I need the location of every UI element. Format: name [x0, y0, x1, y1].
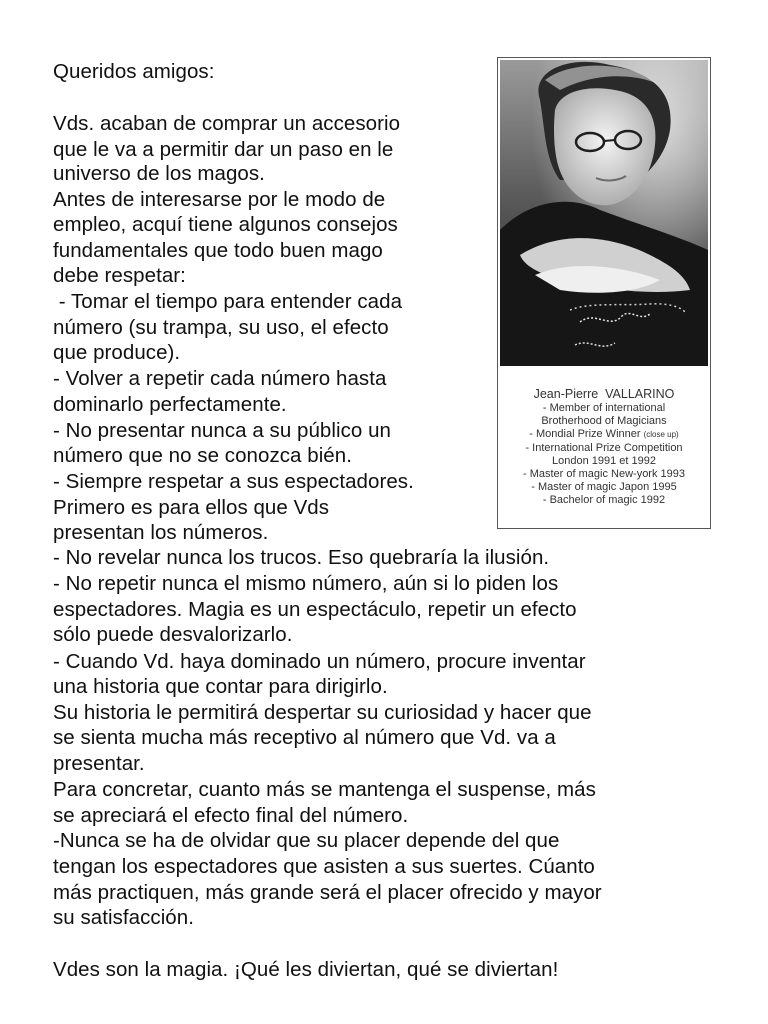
letter-line: - No repetir nunca el mismo número, aún si lo piden los [53, 572, 559, 595]
letter-line: número que no se conozca bién. [53, 444, 352, 467]
letter-line: que le va a permitir dar un paso en le [53, 138, 394, 161]
credential-note: (close up) [643, 430, 679, 440]
letter-line: dominarlo perfectamente. [53, 393, 287, 416]
letter-line: presentan los números. [53, 521, 269, 544]
letter-line: número (su trampa, su uso, el efecto [53, 316, 389, 339]
letter-line: presentar. [53, 752, 145, 775]
letter-line: Vds. acaban de comprar un accesorio [53, 112, 401, 135]
credential-line: - Master of magic New-york 1993 [523, 468, 685, 481]
profile-caption [498, 386, 710, 508]
letter-line: - No presentar nunca a su público un [53, 419, 391, 442]
credential-line: London 1991 et 1992 [552, 454, 656, 467]
letter-line: Su historia le permitirá despertar su curiosidad y hacer que [53, 701, 592, 724]
letter-line: se sienta mucha más receptivo al número que Vd. va a [53, 726, 556, 749]
letter-greeting: Queridos amigos: [53, 60, 215, 83]
letter-line: tengan los espectadores que asisten a sus suertes. Cúanto [53, 855, 595, 878]
credential-text: - Mondial Prize Winner [529, 428, 641, 441]
letter-line: - Siempre respetar a sus espectadores. [53, 470, 414, 493]
letter-line: una historia que contar para dirigirlo. [53, 675, 388, 698]
letter-line: - Volver a repetir cada número hasta [53, 367, 387, 390]
letter-line: -Nunca se ha de olvidar que su placer depende del que [53, 829, 560, 852]
letter-line: Para concretar, cuanto más se mantenga el suspense, más [53, 778, 596, 801]
credential-line: - Bachelor of magic 1992 [542, 494, 666, 507]
letter-line: debe respetar: [53, 264, 186, 287]
magician-name: Jean-Pierre VALLARINO [533, 387, 675, 401]
letter-line: - No revelar nunca los trucos. Eso quebraría la ilusión. [53, 546, 550, 569]
letter-line: más practiquen, más grande será el placer ofrecido y mayor [53, 881, 602, 904]
magician-profile-card [497, 57, 711, 529]
letter-line: empleo, acquí tiene algunos consejos [53, 213, 398, 236]
credential-line [498, 428, 710, 441]
letter-line: sólo puede desvalorizarlo. [53, 623, 293, 646]
letter-line: se apreciará el efecto final del número. [53, 804, 409, 827]
letter-line: fundamentales que todo buen mago [53, 239, 383, 262]
magician-photo [500, 60, 708, 366]
credential-line: - Member of international [542, 402, 666, 414]
credential-line: - International Prize Competition [525, 441, 683, 454]
letter-line: su satisfacción. [53, 906, 194, 929]
letter-line: Primero es para ellos que Vds [53, 496, 330, 519]
credential-line: - Master of magic Japon 1995 [531, 481, 677, 494]
letter-line: - Tomar el tiempo para entender cada [53, 290, 403, 313]
credential-line: Brotherhood of Magicians [541, 415, 667, 428]
letter-line: que produce). [53, 341, 181, 364]
letter-line: - Cuando Vd. haya dominado un número, procure inventar [53, 650, 586, 673]
letter-line: Antes de interesarse por le modo de [53, 188, 386, 211]
letter-line: espectadores. Magia es un espectáculo, repetir un efecto [53, 598, 577, 621]
letter-line: universo de los magos. [53, 162, 265, 185]
letter-closing: Vdes son la magia. ¡Qué les diviertan, qué se diviertan! [53, 958, 559, 981]
